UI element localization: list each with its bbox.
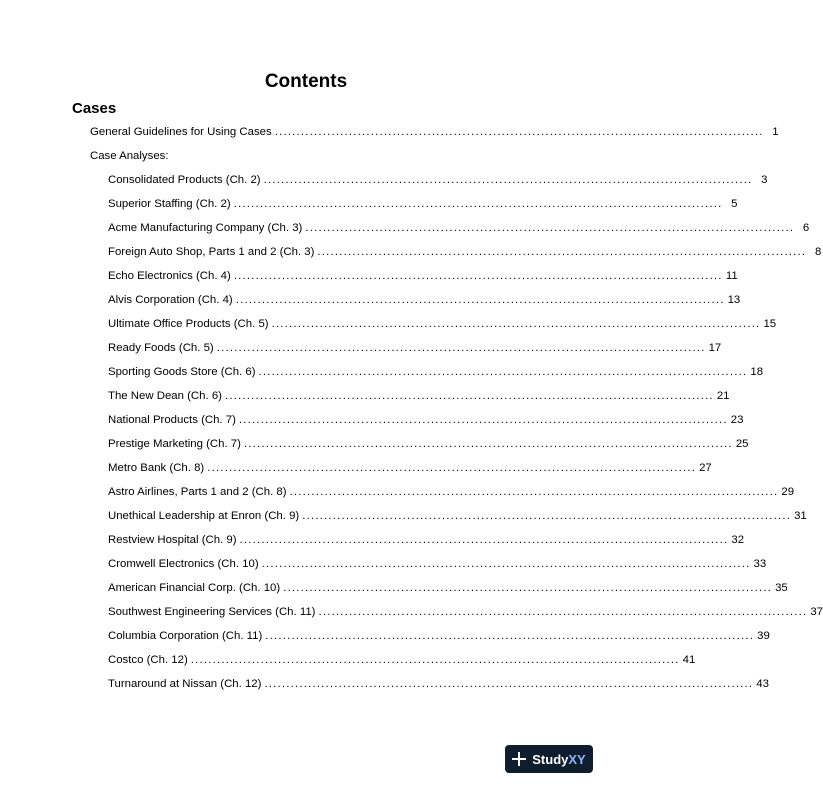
toc-entry-label: Southwest Engineering Services (Ch. 11) [108, 606, 316, 618]
toc-entry[interactable] [108, 678, 769, 690]
toc-entry[interactable] [108, 462, 712, 474]
toc-entry[interactable] [108, 366, 764, 378]
toc-entry-page: 25 [735, 438, 749, 450]
dot-leader: ................................................................................................................ [289, 486, 779, 498]
toc-entry-page: 35 [775, 582, 788, 594]
toc-entry-page: 1 [772, 126, 779, 138]
case-analyses-label: Case Analyses: [90, 150, 169, 162]
toc-entry-page: 31 [794, 510, 807, 522]
dot-leader: ................................................................................................................ [216, 342, 706, 354]
toc-entry-page: 37 [810, 606, 823, 618]
page-title: Contents [264, 71, 348, 92]
toc-entry-page: 8 [814, 246, 822, 258]
toc-entry-label: National Products (Ch. 7) [108, 414, 236, 426]
toc-entry-label: Restview Hospital (Ch. 9) [108, 534, 237, 546]
toc-entry-page: 18 [750, 366, 764, 378]
toc-entry-label: American Financial Corp. (Ch. 10) [108, 582, 281, 594]
toc-entry[interactable] [108, 582, 788, 594]
toc-entry[interactable] [108, 510, 807, 522]
toc-entry-page: 3 [761, 174, 768, 186]
toc-entry[interactable] [108, 294, 741, 306]
toc-entry-page: 11 [725, 270, 738, 282]
toc-entry-label: Cromwell Electronics (Ch. 10) [108, 558, 259, 570]
dot-leader: ................................................................................................................ [263, 174, 753, 186]
toc-entry-label: Consolidated Products (Ch. 2) [108, 174, 261, 186]
toc-entry[interactable] [108, 318, 777, 330]
toc-entry-label: Prestige Marketing (Ch. 7) [108, 438, 241, 450]
toc-entry-label: General Guidelines for Using Cases [90, 126, 272, 138]
toc-entry-label: Foreign Auto Shop, Parts 1 and 2 (Ch. 3) [108, 246, 315, 258]
dot-leader: ................................................................................................................ [238, 414, 728, 426]
dot-leader: ................................................................................................................ [258, 366, 748, 378]
toc-entry[interactable] [108, 630, 770, 642]
dot-leader: ................................................................................................................ [317, 246, 807, 258]
toc-entry[interactable] [108, 654, 696, 666]
dot-leader: ................................................................................................................ [207, 462, 697, 474]
toc-entry-label: Columbia Corporation (Ch. 11) [108, 630, 263, 642]
toc-entry-label: Ready Foods (Ch. 5) [108, 342, 214, 354]
toc-entry[interactable] [108, 390, 730, 402]
toc-entry-page: 43 [756, 678, 769, 690]
dot-leader: ................................................................................................................ [233, 198, 723, 210]
dot-leader: ................................................................................................................ [318, 606, 808, 618]
toc-entry-page: 27 [699, 462, 712, 474]
dot-leader: ................................................................................................................ [235, 294, 725, 306]
toc-entry-page: 6 [802, 222, 810, 234]
toc-entry-label: Unethical Leadership at Enron (Ch. 9) [108, 510, 300, 522]
dot-leader: ................................................................................................................ [305, 222, 795, 234]
toc-entry-page: 21 [716, 390, 730, 402]
toc-entry-label: Metro Bank (Ch. 8) [108, 462, 205, 474]
toc-entry-label: Turnaround at Nissan (Ch. 12) [108, 678, 262, 690]
dot-leader: ................................................................................................................ [224, 390, 714, 402]
toc-entry-page: 41 [682, 654, 696, 666]
dot-leader: ................................................................................................................ [271, 318, 761, 330]
dot-leader: ................................................................................................................ [233, 270, 723, 282]
studyxy-badge [505, 745, 593, 773]
brand-logo: StudyXY [532, 751, 586, 767]
toc-entry-label: Acme Manufacturing Company (Ch. 3) [108, 222, 303, 234]
toc-entry-label: Ultimate Office Products (Ch. 5) [108, 318, 269, 330]
toc-entry-label: Costco (Ch. 12) [108, 654, 188, 666]
dot-leader: ................................................................................................................ [302, 510, 792, 522]
toc-entry[interactable] [108, 438, 749, 450]
toc-entry-label: Sporting Goods Store (Ch. 6) [108, 366, 256, 378]
toc-entry-page: 23 [730, 414, 744, 426]
toc-entry[interactable] [108, 270, 738, 282]
toc-entry-label: The New Dean (Ch. 6) [108, 390, 222, 402]
toc-entry[interactable] [108, 558, 767, 570]
dot-leader: ................................................................................................................ [190, 654, 680, 666]
toc-entry[interactable] [108, 222, 810, 234]
dot-leader: ................................................................................................................ [283, 582, 773, 594]
toc-entry-page: 32 [731, 534, 745, 546]
section-heading: Cases [72, 100, 117, 117]
toc-entry-page: 13 [727, 294, 741, 306]
toc-entry-page: 15 [763, 318, 777, 330]
toc-entry-label: Superior Staffing (Ch. 2) [108, 198, 231, 210]
toc-entry-page: 33 [753, 558, 767, 570]
dot-leader: ................................................................................................................ [264, 678, 754, 690]
toc-entry[interactable] [108, 414, 744, 426]
toc-entry[interactable] [108, 606, 823, 618]
toc-entry-label: Echo Electronics (Ch. 4) [108, 270, 231, 282]
dot-leader: ................................................................................................................ [239, 534, 729, 546]
dot-leader: ................................................................................................................ [261, 558, 751, 570]
dot-leader: ................................................................................................................ [243, 438, 733, 450]
toc-entry[interactable] [108, 246, 822, 258]
toc-entry-label: Astro Airlines, Parts 1 and 2 (Ch. 8) [108, 486, 287, 498]
toc-entry[interactable] [108, 198, 738, 210]
dot-leader: ................................................................................................................ [265, 630, 755, 642]
toc-entry[interactable] [108, 486, 795, 498]
toc-entry-page: 17 [708, 342, 722, 354]
toc-entry-label: Alvis Corporation (Ch. 4) [108, 294, 233, 306]
toc-entry-page: 5 [731, 198, 738, 210]
plus-icon [512, 752, 526, 766]
toc-entry[interactable] [108, 174, 768, 186]
toc-entry[interactable] [108, 342, 722, 354]
toc-entry[interactable] [108, 534, 745, 546]
toc-entry-guidelines[interactable] [90, 126, 779, 138]
toc-entry-page: 29 [781, 486, 795, 498]
dot-leader: ................................................................................................................ [274, 126, 764, 138]
toc-entry-page: 39 [757, 630, 770, 642]
